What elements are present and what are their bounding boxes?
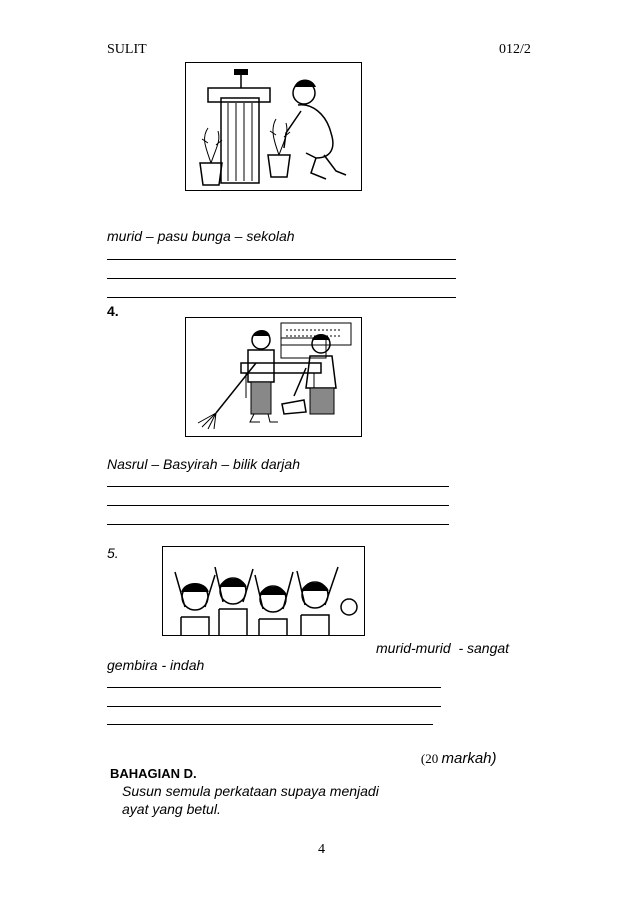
answer-line[interactable] [107,259,456,260]
cheering-children-illustration [162,546,365,636]
answer-line[interactable] [107,505,449,506]
marks-open: (20 [420,751,442,766]
section-d-instruction-1: Susun semula perkataan supaya menjadi [122,783,379,799]
classroom-drawing [186,318,361,436]
answer-line[interactable] [107,486,449,487]
header-left: SULIT [107,42,147,57]
q4-cue: Nasrul – Basyirah – bilik darjah [107,456,300,472]
marks-allocation [412,732,497,768]
q4-number: 4. [107,303,119,319]
section-d-title: BAHAGIAN D. [110,766,197,781]
section-d-instruction-2: ayat yang betul. [122,801,221,817]
cheering-children-drawing [163,547,364,635]
marks-label: markah) [441,750,497,767]
answer-line[interactable] [107,724,433,725]
header-right: 012/2 [499,42,531,57]
q5-number: 5. [107,545,119,561]
plant-pot-drawing [186,63,361,190]
q5-cue-part2: gembira - indah [107,657,205,673]
answer-line[interactable] [107,687,441,688]
q5-cue-part1: murid-murid - sangat [376,640,510,656]
answer-line[interactable] [107,278,456,279]
answer-line[interactable] [107,706,441,707]
answer-line[interactable] [107,297,456,298]
q3-cue: murid – pasu bunga – sekolah [107,228,295,244]
plant-pot-illustration [185,62,362,191]
classroom-illustration [185,317,362,437]
answer-line[interactable] [107,524,449,525]
page-number: 4 [318,842,325,857]
